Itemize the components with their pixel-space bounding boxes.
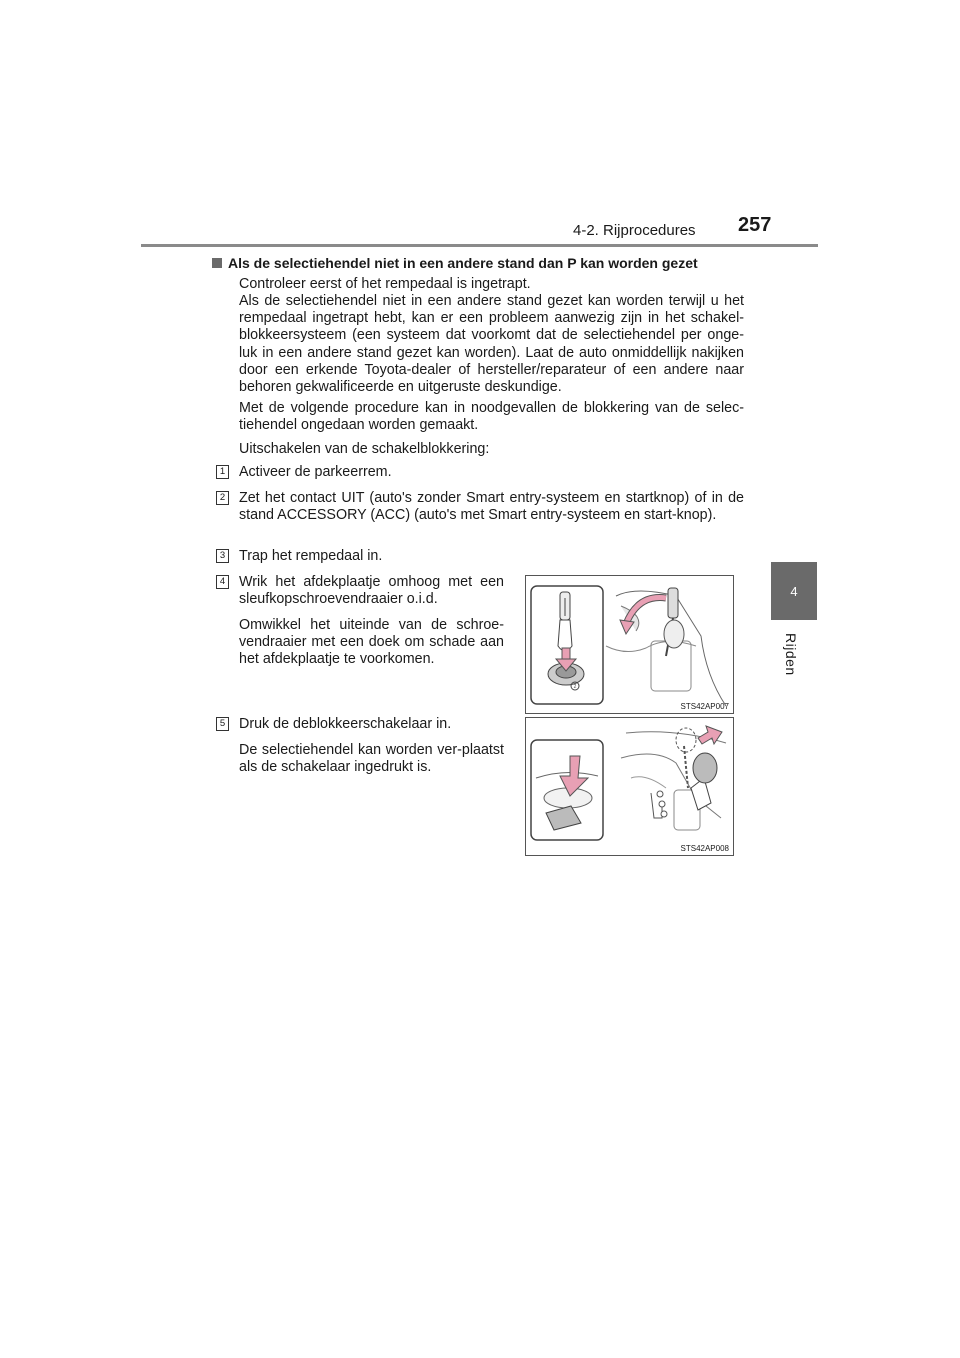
bullet-square-icon [212, 258, 222, 268]
section-heading-text: Als de selectiehendel niet in een andere stand dan P kan worden gezet [228, 255, 698, 271]
step-text-2: Zet het contact UIT (auto's zonder Smart entry-systeem en startknop) of in de stand ACCESSORY (ACC) (auto's met Smart entry-systeem en start-knop). [239, 490, 744, 524]
header-divider [141, 244, 818, 247]
intro-paragraph-2: Als de selectiehendel niet in een andere stand gezet kan worden terwijl u het rempedaal ingetrapt hebt, kan er een probleem aanwezig zijn in het schakel-blokkeersysteem (een systeem dat voorkomt dat de selectiehendel per onge-luk in een andere stand gezet kan worden). Laat de auto onmiddellijk nakijken door een erkende Toyota-dealer of hersteller/reparateur of een andere naar behoren gekwalificeerde en uitgeruste deskundige. [239, 293, 744, 396]
step-note-5: De selectiehendel kan worden ver-plaatst als de schakelaar ingedrukt is. [239, 742, 504, 776]
procedure-title: Uitschakelen van de schakelblokkering: [239, 441, 490, 457]
step-text-5: Druk de deblokkeerschakelaar in. [239, 716, 452, 732]
chapter-tab [771, 562, 817, 620]
step-note-4: Omwikkel het uiteinde van de schroe-vendraaier met een doek om schade aan het afdekplaatje te voorkomen. [239, 617, 504, 668]
pry-cover-illustration [526, 576, 733, 713]
intro-paragraph-1: Controleer eerst of het rempedaal is ingetrapt. [239, 276, 531, 292]
step-text-1: Activeer de parkeerrem. [239, 464, 392, 480]
section-heading [212, 255, 698, 271]
release-switch-illustration [526, 718, 733, 855]
svg-text:2: 2 [573, 684, 577, 690]
step-text-3: Trap het rempedaal in. [239, 548, 383, 564]
page-number: 257 [738, 214, 772, 236]
figure-release-switch [525, 717, 734, 856]
figure-code-1: STS42AP007 [680, 702, 729, 711]
figure-code-2: STS42AP008 [680, 844, 729, 853]
chapter-number: 4 [790, 583, 798, 599]
chapter-label: Rijden [783, 633, 799, 676]
step-number-4: 4 [216, 575, 229, 589]
intro-paragraph-3: Met de volgende procedure kan in noodgevallen de blokkering van de selec-tiehendel ongedaan worden gemaakt. [239, 400, 744, 434]
step-text-4: Wrik het afdekplaatje omhoog met een sleufkopschroevendraaier o.i.d. [239, 574, 504, 608]
step-number-5: 5 [216, 717, 229, 731]
step-number-2: 2 [216, 491, 229, 505]
step-number-3: 3 [216, 549, 229, 563]
step-number-1: 1 [216, 465, 229, 479]
figure-pry-cover [525, 575, 734, 714]
section-title: 4-2. Rijprocedures [573, 222, 696, 239]
